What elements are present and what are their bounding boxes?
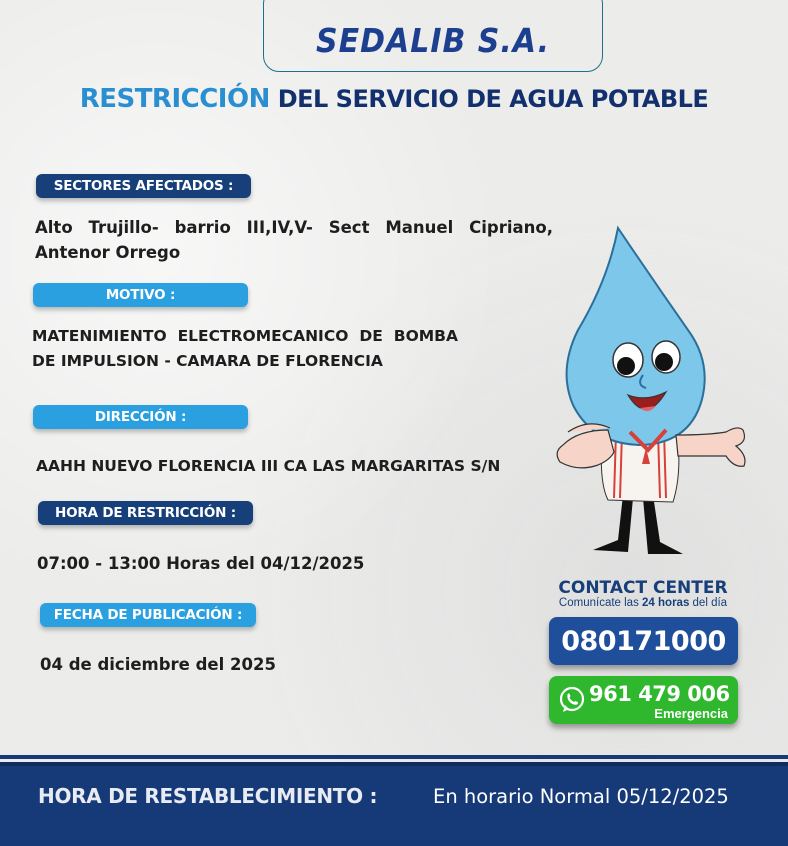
whatsapp-emergency-label: Emergencia [654, 706, 728, 721]
footer-stripe [0, 755, 788, 759]
whatsapp-button[interactable] [549, 676, 738, 724]
contact-center-title: CONTACT CENTER [558, 578, 728, 598]
footer-bar [0, 762, 788, 846]
hora-label: HORA DE RESTRICCIÓN : [38, 501, 253, 525]
motivo-value: MATENIMIENTO ELECTROMECANICO DE BOMBA DE IMPULSION - CAMARA DE FLORENCIA [32, 327, 458, 370]
page-title [0, 84, 788, 114]
hora-value: 07:00 - 13:00 Horas del 04/12/2025 [37, 554, 365, 573]
header-box [263, 0, 603, 72]
direccion-value: AAHH NUEVO FLORENCIA III CA LAS MARGARITAS S/N [36, 457, 501, 475]
footer-label: HORA DE RESTABLECIMIENTO : [38, 784, 378, 808]
motivo-label: MOTIVO : [33, 283, 248, 307]
fecha-label: FECHA DE PUBLICACIÓN : [40, 603, 256, 627]
phone-button[interactable]: 080171000 [549, 617, 738, 665]
whatsapp-icon [557, 685, 587, 715]
sectores-value: Alto Trujillo- barrio III,IV,V- Sect Manuel Cipriano, Antenor Orrego [35, 218, 553, 262]
contact-sub-pre: Comunícate las [558, 597, 643, 609]
sectores-label: SECTORES AFECTADOS : [36, 174, 251, 198]
title-part2: DEL SERVICIO DE AGUA POTABLE [277, 85, 709, 113]
footer-value: En horario Normal 05/12/2025 [433, 785, 729, 808]
water-drop-mascot [548, 220, 758, 565]
contact-center-subtitle [545, 597, 741, 609]
contact-sub-post: del día [689, 597, 728, 609]
title-part1: RESTRICCIÓN [79, 84, 270, 114]
fecha-value: 04 de diciembre del 2025 [40, 655, 276, 674]
brand-logo: SEDALIB S.A. [316, 22, 550, 61]
whatsapp-number: 961 479 006 [589, 682, 730, 706]
contact-sub-bold: 24 horas [642, 597, 690, 609]
direccion-label: DIRECCIÓN : [33, 405, 248, 429]
